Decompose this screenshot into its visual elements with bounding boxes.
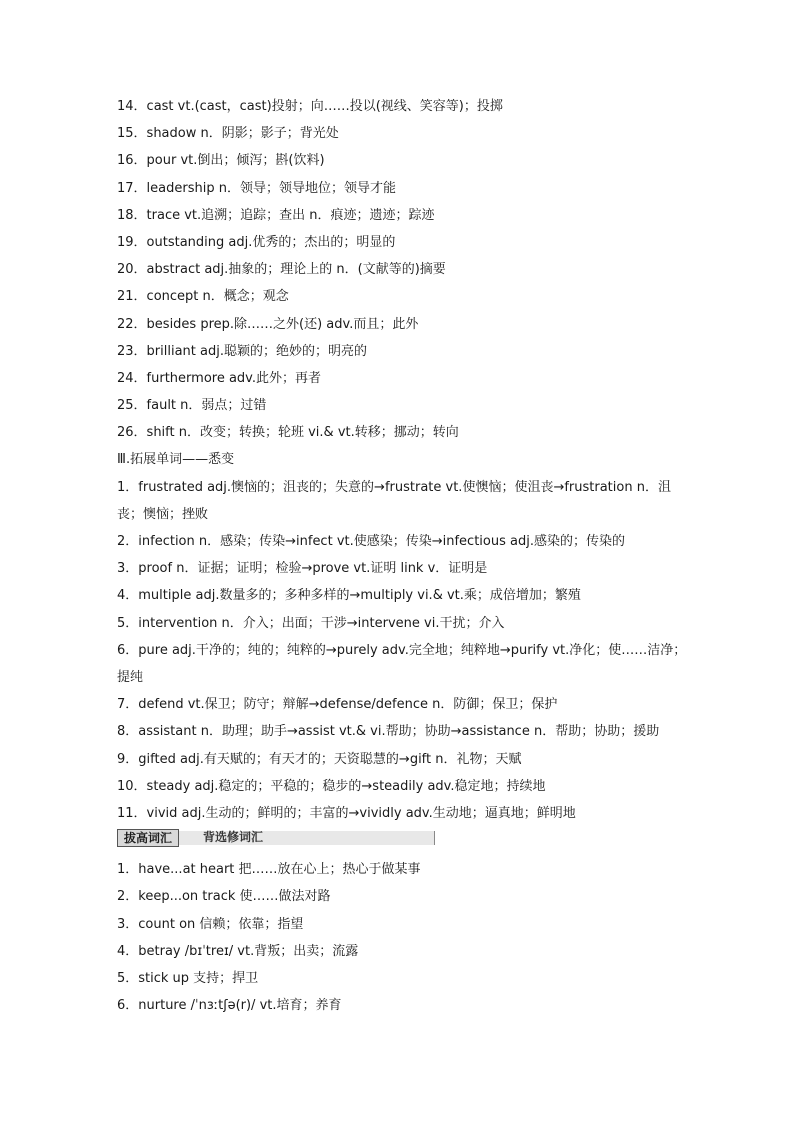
vocabulary-content: [117, 93, 687, 1019]
list-item: 3．count on 信赖；依靠；指望: [117, 916, 304, 932]
list-item: 14．cast vt.(cast，cast)投射；向……投以(视线、笑容等)；投掷: [117, 99, 503, 114]
list-item: 4．multiple adj.数量多的；多种多样的→multiply vi.& vt.乘；成倍增加；繁殖: [117, 588, 581, 604]
list-item: 6．pure adj.干净的；纯的；纯粹的→purely adv.完全地；纯粹地→purify vt.净化；使……洁净；提纯: [117, 642, 687, 685]
list-item: 6．nurture /ˈnɜːtʃə(r)/ vt.培育；养育: [117, 998, 342, 1014]
list-item: 18．trace vt.追溯；追踪；查出 n．痕迹；遗迹；踪迹: [117, 207, 435, 223]
list-item: 1．frustrated adj.懊恼的；沮丧的；失意的→frustrate vt.使懊恼；使沮丧→frustration n．沮丧；懊恼；挫败: [117, 479, 671, 522]
list-item: 25．fault n．弱点；过错: [117, 398, 267, 414]
list-item: 1．have...at heart 把……放在心上；热心于做某事: [117, 862, 421, 878]
list-item: 5．intervention n．介入；出面；干涉→intervene vi.干扰；介入: [117, 615, 505, 631]
list-core-words: [117, 93, 687, 446]
badge-tag: 拔高词汇: [117, 829, 179, 847]
list-item: 21．concept n．概念；观念: [117, 289, 289, 305]
list-item: 9．gifted adj.有天赋的；有天才的；天资聪慧的→gift n．礼物；天赋: [117, 751, 522, 767]
list-item: 2．infection n．感染；传染→infect vt.使感染；传染→infectious adj.感染的；传染的: [117, 534, 625, 550]
list-item: 16．pour vt.倒出；倾泻；斟(饮料): [117, 153, 325, 169]
list-item: 15．shadow n．阴影；影子；背光处: [117, 126, 339, 142]
list-item: 8．assistant n．助理；助手→assist vt.& vi.帮助；协助→assistance n．帮助；协助；援助: [117, 724, 660, 740]
list-item: 2．keep...on track 使……做法对路: [117, 889, 331, 905]
list-item: 5．stick up 支持；捍卫: [117, 970, 259, 986]
list-item: 23．brilliant adj.聪颖的；绝妙的；明亮的: [117, 343, 367, 359]
list-item: 19．outstanding adj.优秀的；杰出的；明显的: [117, 234, 396, 250]
section-heading: Ⅲ.拓展单词——悉变: [117, 452, 235, 468]
list-advanced-words: [117, 856, 687, 1019]
list-extended-words: [117, 474, 687, 828]
list-item: 17．leadership n．领导；领导地位；领导才能: [117, 180, 396, 196]
list-item: 3．proof n．证据；证明；检验→prove vt.证明 link v．证明是: [117, 561, 488, 577]
section-badge: [117, 829, 687, 853]
list-item: 4．betray /bɪˈtreɪ/ vt.背叛；出卖；流露: [117, 943, 359, 959]
list-item: 11．vivid adj.生动的；鲜明的；丰富的→vividly adv.生动地；逼真地；鲜明地: [117, 805, 576, 821]
badge-label: 背选修词汇: [203, 830, 264, 845]
list-item: 10．steady adj.稳定的；平稳的；稳步的→steadily adv.稳定地；持续地: [117, 778, 546, 794]
list-item: 26．shift n．改变；转换；轮班 vi.& vt.转移；挪动；转向: [117, 425, 459, 441]
list-item: 24．furthermore adv.此外；再者: [117, 370, 321, 386]
list-item: 7．defend vt.保卫；防守；辩解→defense/defence n．防御；保卫；保护: [117, 697, 558, 713]
list-item: 20．abstract adj.抽象的；理论上的 n．(文献等的)摘要: [117, 262, 446, 278]
list-item: 22．besides prep.除……之外(还) adv.而且；此外: [117, 316, 419, 332]
